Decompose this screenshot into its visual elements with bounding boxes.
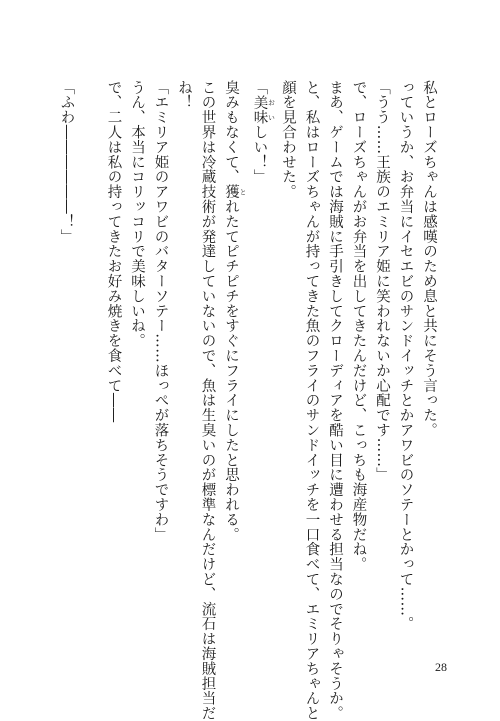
blank-line xyxy=(78,80,102,640)
vertical-text-block xyxy=(58,80,440,721)
line-segment: 臭みもなくて、 xyxy=(223,80,239,185)
text-line: 「ふわ――――――！」 xyxy=(58,80,75,244)
text-line: うん、本当にコリッコリで美味しいね。 xyxy=(129,80,145,349)
text-line-with-ruby xyxy=(247,80,276,640)
text-line: 私とローズちゃんは感嘆のため息と共にそう言った。 xyxy=(421,80,437,438)
line-segment: れたてピチピチをすぐにフライにしたと思われる。 xyxy=(223,199,239,542)
ruby-reading: と xyxy=(239,184,247,200)
text-line: 「うう……王族のエミリア姫に笑われないか心配です……」 xyxy=(374,80,390,483)
text-line: で、ローズちゃんがお弁当を出してきたんだけど、こっちも海産物だね。 xyxy=(350,80,367,572)
text-line: この世界は冷蔵技術が発達していないので、魚は生臭いのが標準なんだけど、流石は海賊担当だ xyxy=(199,80,216,721)
ruby-base: 美味 xyxy=(251,94,268,125)
text-line: まあ、ゲームでは海賊に手引きしてクローディアを酷い目に遭わせる担当なのでそりゃそうか。 xyxy=(327,80,343,721)
line-segment: しい！」 xyxy=(251,124,268,185)
text-line-with-ruby xyxy=(219,80,248,640)
text-line: ね！ xyxy=(176,80,192,110)
ruby-reading: おい xyxy=(267,94,276,125)
line-segment: 「 xyxy=(251,80,268,95)
ruby-annotation xyxy=(251,94,276,125)
ruby-base: 獲 xyxy=(223,184,239,200)
page-number: 28 xyxy=(435,660,447,674)
text-line: 顔を見合わせた。 xyxy=(280,80,296,200)
text-line: と、私はローズちゃんが持ってきた魚のフライのサンドイッチを一口食べて、エミリアちゃんと xyxy=(303,80,320,721)
ruby-annotation xyxy=(223,184,247,200)
text-line: で、二人は私の持ってきたお好み焼きを食べて―― xyxy=(105,80,122,423)
text-line: っていうか、お弁当にイセエビのサンドイッチとかアワビのソテーとかって……。 xyxy=(397,80,414,632)
text-line: 「エミリア姫のアワビのバターソテー……ほっぺが落ちそうですわ」 xyxy=(152,80,169,542)
